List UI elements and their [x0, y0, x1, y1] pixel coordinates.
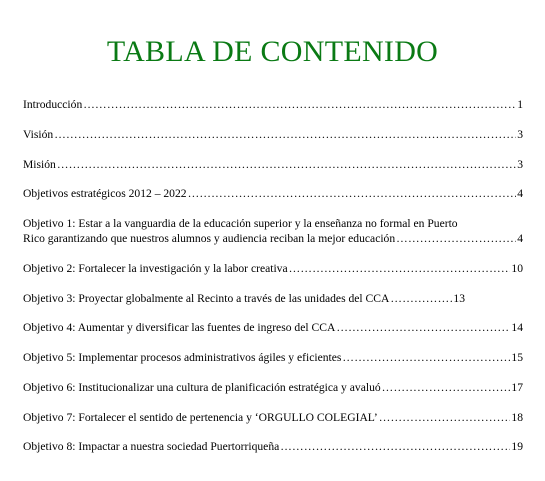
toc-dot-leader: [396, 231, 516, 246]
toc-entry-objetivo-8[interactable]: [23, 439, 523, 454]
toc-page-number: 4: [517, 232, 523, 245]
toc-entry-label: Objetivo 3: Proyectar globalmente al Recinto a través de las unidades del CCA: [23, 292, 390, 305]
toc-dot-leader: [342, 350, 510, 365]
toc-entry-label: Objetivo 1: Estar a la vanguardia de la educación superior y la enseñanza no formal en Puerto: [23, 217, 458, 230]
toc-entry-label: Objetivo 4: Aumentar y diversificar las fuentes de ingreso del CCA: [23, 321, 336, 334]
toc-dot-leader: [83, 97, 516, 112]
toc-entry-label: Misión: [23, 158, 56, 171]
toc-entry-label: Objetivo 7: Fortalecer el sentido de pertenencia y ‘ORGULLO COLEGIAL’: [23, 411, 378, 424]
toc-entry-objetivos-estrategicos[interactable]: [23, 186, 523, 201]
toc-entry-label: Objetivo 2: Fortalecer la investigación y la labor creativa: [23, 262, 288, 275]
toc-entry-mision[interactable]: [23, 157, 523, 172]
toc-title: TABLA DE CONTENIDO: [106, 35, 439, 68]
toc-page-number: 18: [511, 411, 523, 424]
toc-page-number: 3: [517, 158, 523, 171]
toc-entry-objetivo-5[interactable]: [23, 350, 523, 365]
toc-page-number: 1: [517, 98, 523, 111]
toc-entry-vision[interactable]: [23, 127, 523, 142]
toc-page-number: 17: [511, 381, 523, 394]
toc-dot-leader: [280, 439, 510, 454]
toc-entry-objetivo-1[interactable]: [23, 216, 523, 246]
toc-entry-label: Objetivo 6: Institucionalizar una cultura de planificación estratégica y avaluó: [23, 381, 381, 394]
toc-entry-label: Objetivos estratégicos 2012 – 2022: [23, 187, 187, 200]
toc-entry-introduccion[interactable]: [23, 97, 523, 112]
toc-dot-leader: [336, 320, 510, 335]
toc-entry-label: Introducción: [23, 98, 83, 111]
toc-entry-objetivo-7[interactable]: [23, 410, 523, 425]
toc-entry-objetivo-4[interactable]: [23, 320, 523, 335]
toc-dot-leader: [188, 186, 517, 201]
toc-dot-leader: [54, 127, 516, 142]
toc-entry-label: Visión: [23, 128, 54, 141]
toc-page-number: 19: [511, 440, 523, 453]
toc-dot-leader: [382, 380, 511, 395]
toc-dot-leader: [289, 261, 511, 276]
toc-entry-label-continued: Rico garantizando que nuestros alumnos y audiencia reciban la mejor educación: [23, 232, 396, 245]
toc-entry-objetivo-3[interactable]: [23, 291, 523, 306]
toc-entry-objetivo-6[interactable]: [23, 380, 523, 395]
toc-page-number: 14: [511, 321, 523, 334]
toc-page-number: 10: [511, 262, 523, 275]
toc-dot-leader: [390, 291, 452, 306]
toc-entry-objetivo-2[interactable]: [23, 261, 523, 276]
toc-page-number: 13: [453, 292, 465, 305]
toc-dot-leader: [57, 157, 516, 172]
toc-entry-label: Objetivo 8: Impactar a nuestra sociedad Puertorriqueña: [23, 440, 280, 453]
toc-page-number: 15: [511, 351, 523, 364]
toc-entry-label: Objetivo 5: Implementar procesos administrativos ágiles y eficientes: [23, 351, 342, 364]
toc-page-number: 4: [517, 187, 523, 200]
toc-page-number: 3: [517, 128, 523, 141]
toc-dot-leader: [379, 410, 511, 425]
